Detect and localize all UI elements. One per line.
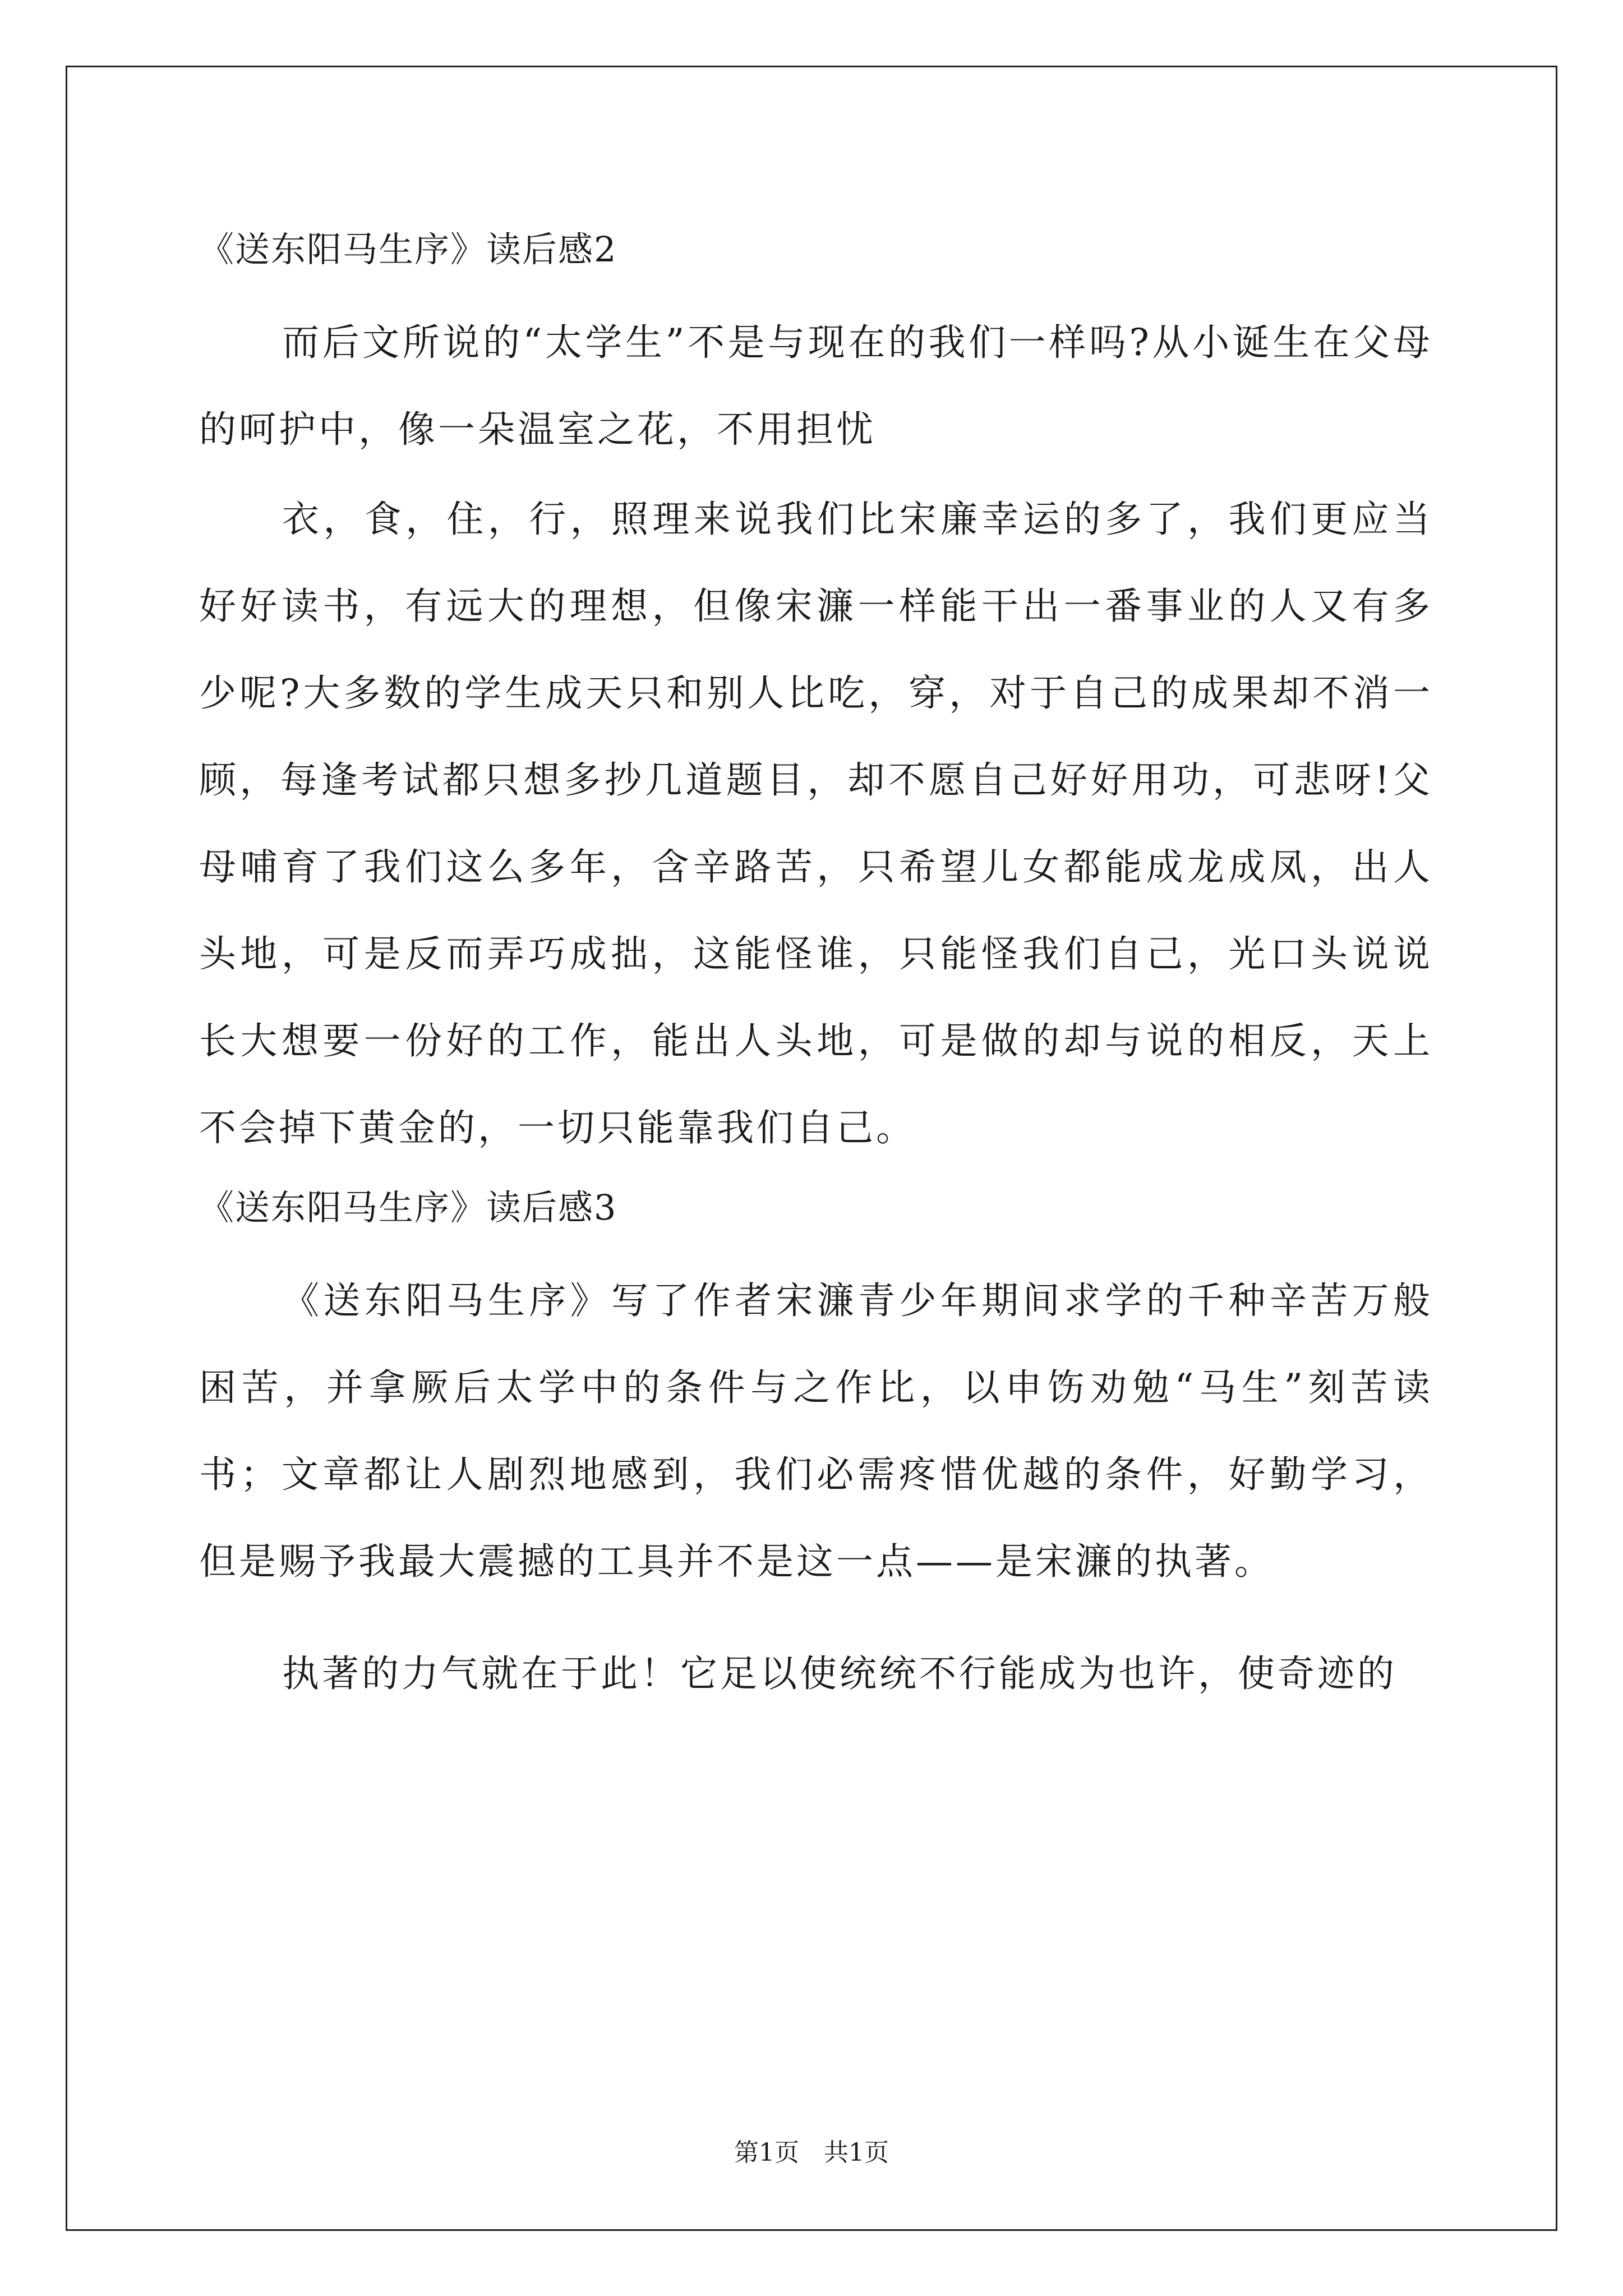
- document-body: [199, 216, 1433, 1742]
- page-footer: 第1页 共1页: [734, 2138, 889, 2167]
- section-title-2: 《送东阳马生序》读后感2: [199, 229, 617, 270]
- paragraph: 而后文所说的“太学生”不是与现在的我们一样吗?从小诞生在父母的呵护中，像一朵温室之花，不用担忧: [199, 321, 1433, 451]
- section-title-3: 《送东阳马生序》读后感3: [199, 1187, 617, 1228]
- paragraph: 执著的力气就在于此！它足以使统统不行能成为也许，使奇迹的: [282, 1652, 1397, 1695]
- paragraph: 《送东阳马生序》写了作者宋濂青少年期间求学的千种辛苦万般困苦，并拿厥后太学中的条件与之作比，以申饬劝勉“马生”刻苦读书；文章都让人剧烈地感到，我们必需疼惜优越的条件，好勤学习，但是赐予我最大震撼的工具并不是这一点——是宋濂的执著。: [199, 1279, 1433, 1583]
- paragraph: 衣，食，住，行，照理来说我们比宋廉幸运的多了，我们更应当好好读书，有远大的理想，但像宋濂一样能干出一番事业的人又有多少呢?大多数的学生成天只和别人比吃，穿，对于自己的成果却不消一顾，每逢考试都只想多抄几道题目，却不愿自己好好用功，可悲呀!父母哺育了我们这么多年，含辛路苦，只希望儿女都能成龙成凤，出人头地，可是反而弄巧成拙，这能怪谁，只能怪我们自己，光口头说说长大想要一份好的工作，能出人头地，可是做的却与说的相反，天上不会掉下黄金的，一切只能靠我们自己。: [199, 498, 1433, 1149]
